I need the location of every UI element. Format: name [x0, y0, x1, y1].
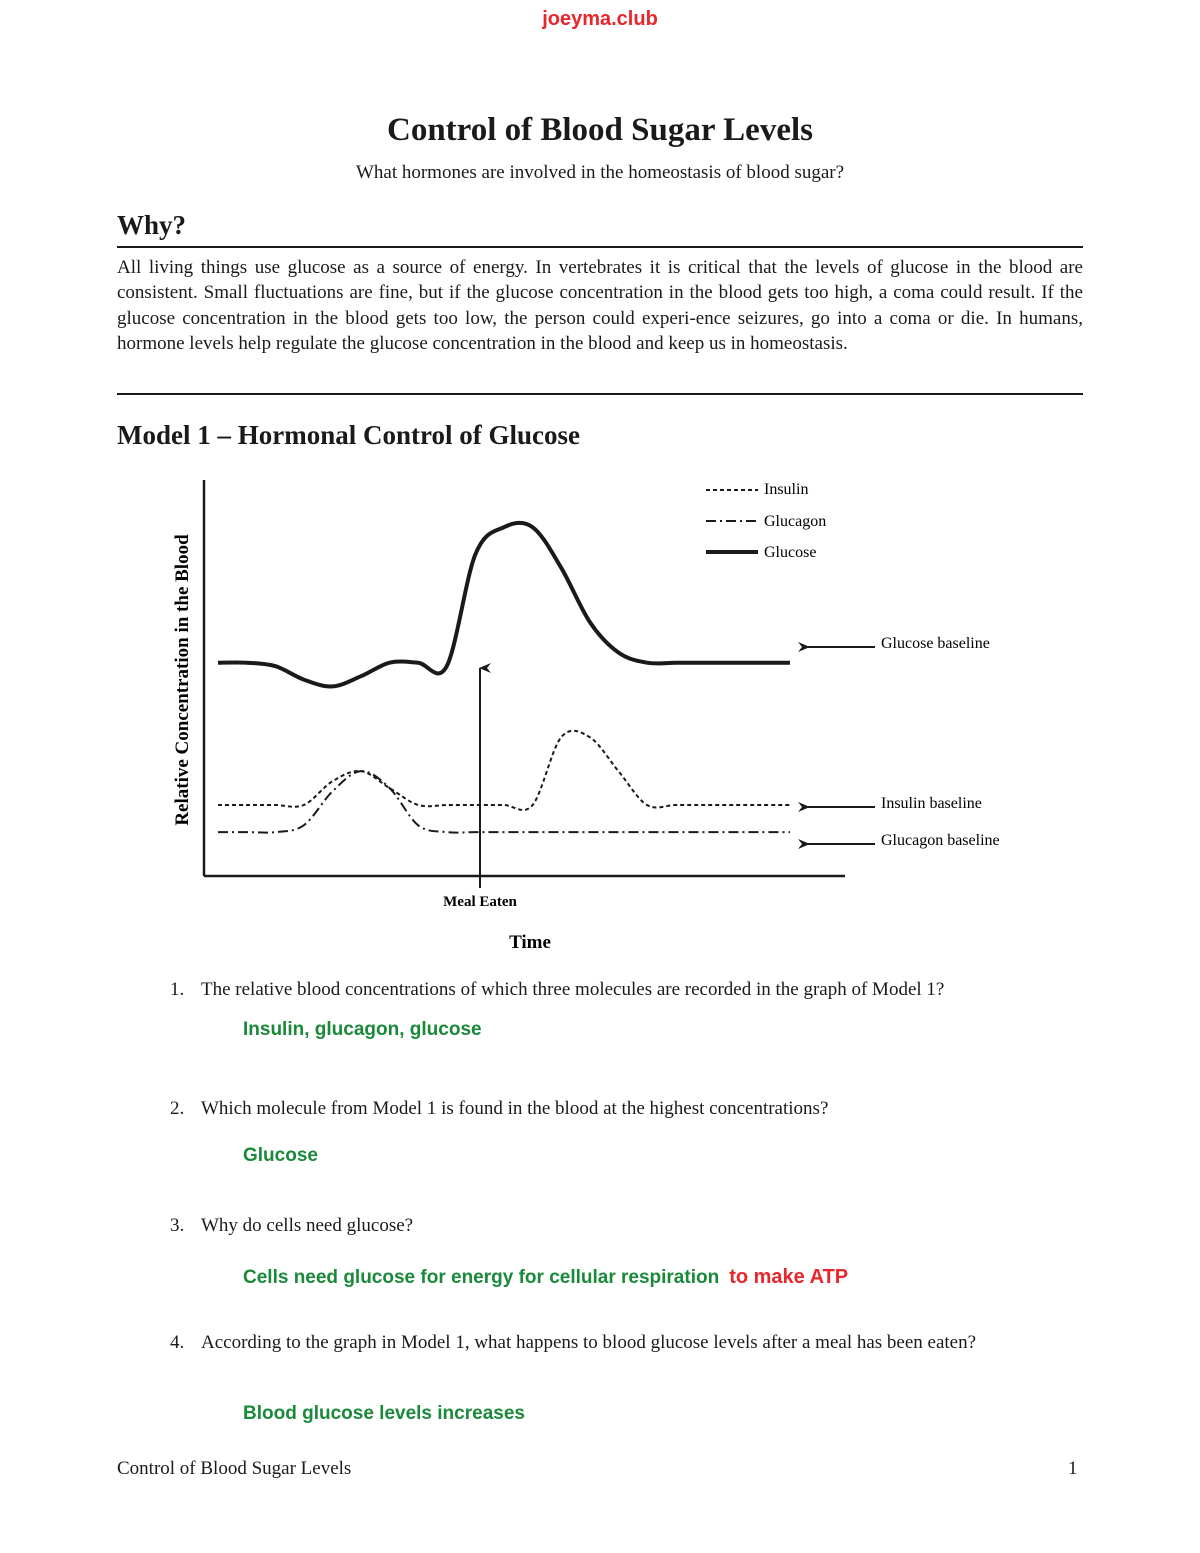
- series-insulin-line: [218, 731, 790, 810]
- series-glucose-line: [218, 523, 790, 687]
- page-number: 1: [1068, 1458, 1078, 1479]
- glucagon-baseline-label: Glucagon baseline: [881, 832, 1000, 849]
- page-subtitle: What hormones are involved in the homeostasis of blood sugar?: [355, 162, 845, 183]
- why-heading: Why?: [117, 210, 187, 240]
- question-number: 3.: [170, 1215, 185, 1236]
- question-2: [170, 1095, 1090, 1122]
- question-text: The relative blood concentrations of which three molecules are recorded in the graph of Model 1?: [201, 979, 945, 1000]
- question-3: [170, 1212, 1090, 1239]
- x-axis-label: Time: [509, 932, 551, 953]
- watermark: joeyma.club: [542, 8, 658, 30]
- answer-3-text: Cells need glucose for energy for cellular respiration: [243, 1267, 720, 1288]
- question-number: 2.: [170, 1098, 185, 1119]
- series-glucagon-line: [218, 771, 790, 833]
- legend-glucose-label: Glucose: [764, 544, 817, 561]
- answer-4: Blood glucose levels increases: [243, 1403, 525, 1424]
- page-title: Control of Blood Sugar Levels: [387, 112, 813, 148]
- why-bottom-rule: [117, 393, 1083, 395]
- question-number: 4.: [170, 1332, 185, 1353]
- why-body: All living things use glucose as a source of energy. In vertebrates it is critical that the levels of glucose in the blood are consistent. Small fluctuations are fine, but if the glucose concentration in the blood gets too high, a coma could result. If the glucose concentration in the blood gets too low, the person could experi-ence seizures, go into a coma or die. In humans, hormone levels help regulate the glucose concentration in the blood and keep us in homeostasis.: [117, 257, 1083, 354]
- why-top-rule: [117, 246, 1083, 248]
- question-number: 1.: [170, 979, 185, 1000]
- answer-3: [243, 1266, 848, 1289]
- question-1: [170, 976, 1090, 1003]
- legend-insulin-label: Insulin: [764, 481, 809, 498]
- question-text: According to the graph in Model 1, what happens to blood glucose levels after a meal has been eaten?: [201, 1332, 977, 1353]
- question-text: Why do cells need glucose?: [201, 1215, 414, 1236]
- answer-1: Insulin, glucagon, glucose: [243, 1019, 482, 1040]
- model-title: Model 1 – Hormonal Control of Glucose: [117, 420, 580, 450]
- meal-label: Meal Eaten: [443, 894, 517, 910]
- y-axis-label: Relative Concentration in the Blood: [172, 534, 193, 826]
- legend-glucagon-label: Glucagon: [764, 513, 827, 530]
- glucose-baseline-label: Glucose baseline: [881, 635, 990, 652]
- chart: [0, 470, 1200, 960]
- answer-3-extra: to make ATP: [729, 1266, 849, 1288]
- answer-2: Glucose: [243, 1145, 318, 1166]
- question-text: Which molecule from Model 1 is found in the blood at the highest concentrations?: [201, 1098, 829, 1119]
- footer-title: Control of Blood Sugar Levels: [117, 1458, 352, 1479]
- insulin-baseline-label: Insulin baseline: [881, 795, 982, 812]
- legend: [706, 481, 826, 561]
- question-4: [170, 1329, 1090, 1356]
